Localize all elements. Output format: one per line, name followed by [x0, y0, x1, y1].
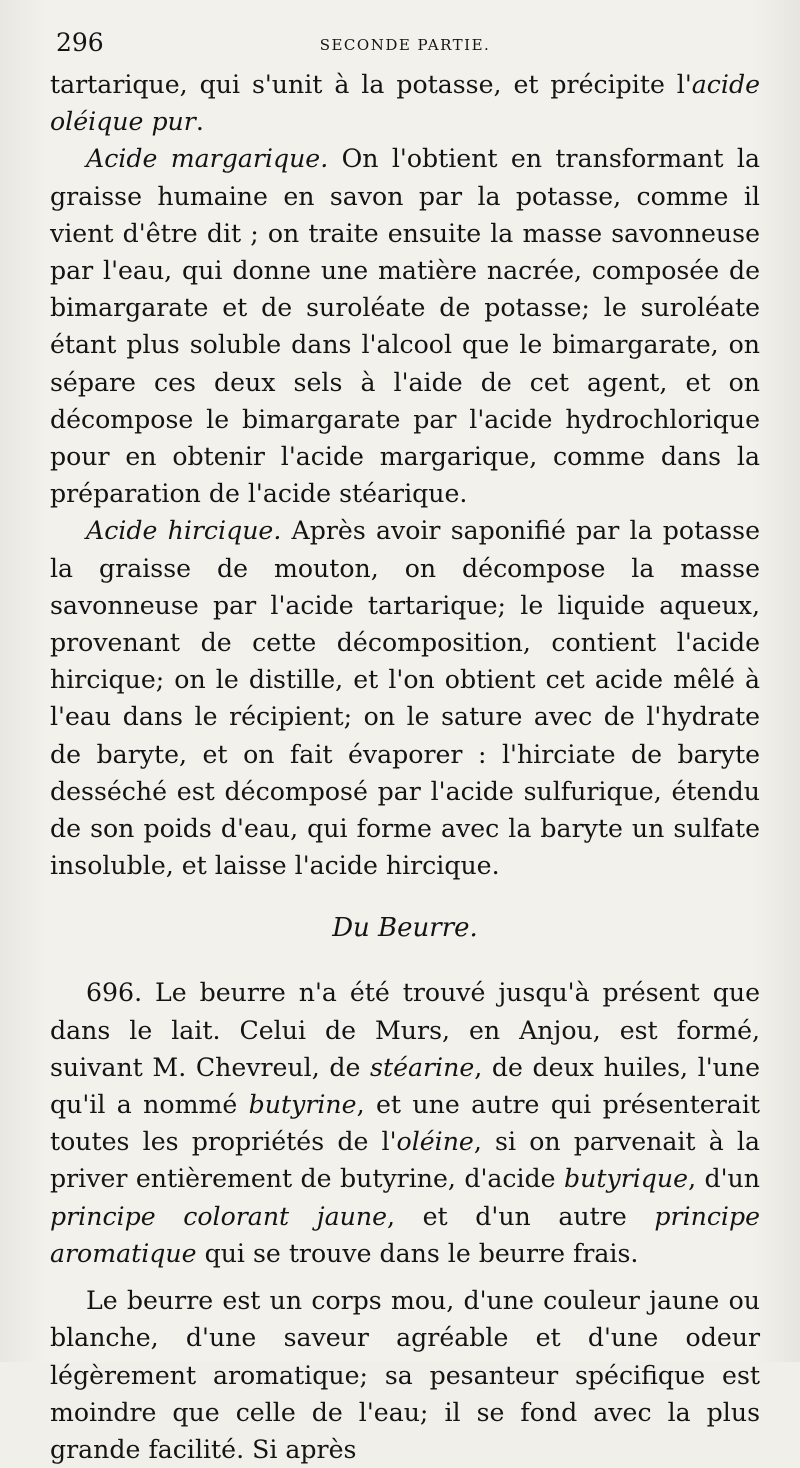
text-run: 696. Le beurre n'a été trouvé jusqu'à présent que dans le lait. Celui de Murs, en Anjou, est formé, suivant M. Chevreul, de — [50, 978, 760, 1082]
text-run: On l'obtient en transformant la graisse humaine en savon par la potasse, comme il vient d'être dit ; on traite ensuite la masse savonneuse par l'eau, qui donne une matière nacrée, composée de bimargarate et de suroléate de potasse; le suroléate étant plus soluble dans l'alcool que le bimargarate, on sépare ces deux sels à l'aide de cet agent, et on décompose le bimargarate par l'acide hydrochlorique pour en obtenir l'acide margarique, comme dans la préparation de l'acide stéarique. — [50, 144, 760, 509]
paragraph-acide-margarique — [50, 140, 760, 512]
italic-term: butyrine — [248, 1090, 357, 1120]
italic-term: acide oléique pur — [50, 70, 760, 137]
italic-term: principe aromatique — [50, 1201, 761, 1268]
text-run: tartarique, qui s'unit à la potasse, et précipite l' — [50, 70, 692, 99]
text-run: , d'un — [688, 1164, 760, 1194]
italic-term: principe colorant jaune — [50, 1201, 387, 1231]
page-header — [50, 22, 760, 66]
section-heading: Du Beurre. — [332, 913, 478, 944]
running-head: SECONDE PARTIE. — [319, 36, 491, 54]
text-run: , si on parvenait à la priver entièrement de butyrine, d'acide — [50, 1127, 760, 1194]
page-number: 296 — [56, 28, 104, 57]
text-run: qui se trouve dans le beurre frais. — [196, 1238, 639, 1268]
italic-term: butyrique — [564, 1164, 689, 1194]
italic-term: stéarine — [370, 1052, 475, 1082]
paragraph-acide-hircique — [50, 512, 760, 884]
text-run: , et d'un autre — [386, 1201, 655, 1231]
text-run: , de deux huiles, l'une qu'il a nommé — [50, 1052, 760, 1120]
body-text — [50, 66, 760, 1468]
paragraph-continuation — [50, 66, 760, 140]
italic-term: oléine — [396, 1127, 474, 1157]
paragraph-696 — [50, 974, 760, 1272]
text-run: Le beurre est un corps mou, d'une couleur jaune ou blanche, d'une saveur agréable et d'une odeur légèrement aromatique; sa pesanteur spécifique est moindre que celle de l'eau; il se fond avec la plus grande facilité. Si après — [50, 1286, 760, 1464]
paragraph-lead-title: Acide hircique. — [86, 516, 282, 546]
paragraph-beurre-description — [50, 1282, 760, 1468]
text-run: Après avoir saponifié par la potasse la graisse de mouton, on décompose la masse savonneuse par l'acide tartarique; le liquide aqueux, provenant de cette décomposition, contient l'acide hircique; on le distille, et l'on obtient cet acide mêlé à l'eau dans le récipient; on le sature avec de l'hydrate de baryte, et on fait évaporer : l'hirciate de baryte desséché est décomposé par l'acide sulfurique, étendu de son poids d'eau, qui forme avec la baryte un sulfate insoluble, et laisse l'acide hircique. — [50, 516, 760, 881]
paragraph-spacer — [50, 1272, 760, 1282]
text-run: , et une autre qui présenterait toutes les propriétés de l' — [50, 1090, 760, 1157]
text-run: . — [195, 107, 204, 137]
paragraph-lead-title: Acide margarique. — [86, 144, 329, 174]
